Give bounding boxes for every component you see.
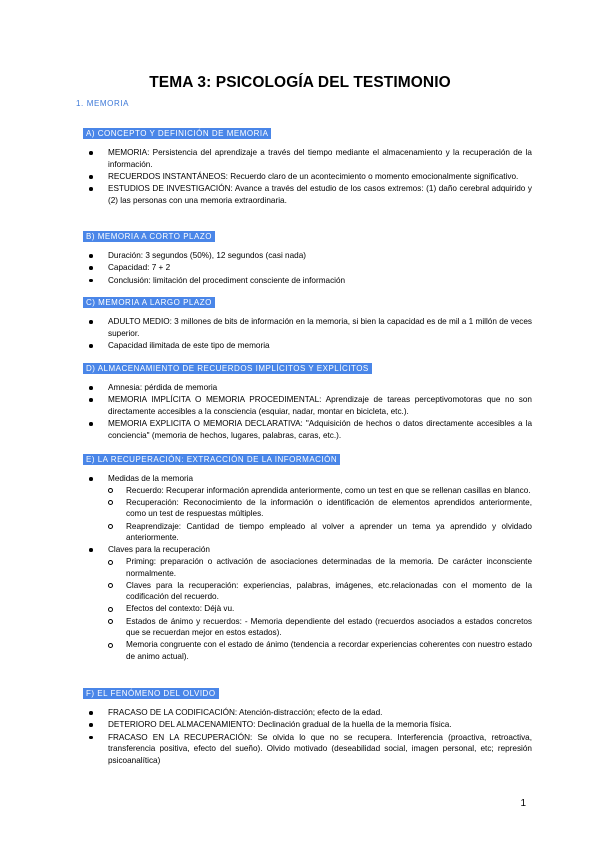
list-item: RECUERDOS INSTANTÁNEOS: Recuerdo claro de un acontecimiento o momento emocionalmente significativo. [86, 171, 532, 183]
sublist-item: Estados de ánimo y recuerdos: - Memoria dependiente del estado (recuerdos asociados a estados concretos que se recuerdan mejor en estos estados). [86, 616, 532, 639]
section-b-heading: B) MEMORIA A CORTO PLAZO [83, 231, 215, 242]
list-item: MEMORIA IMPLÍCITA O MEMORIA PROCEDIMENTAL: Aprendizaje de tareas perceptivomotoras que no son directamente accesibles a la consciencia (esquiar, nadar, montar en bicicleta, etc.). [86, 394, 532, 418]
list-item: ESTUDIOS DE INVESTIGACIÓN: Avance a través del estudio de los casos extremos: (1) daño cerebral adquirido y (2) las personas con una memoria extraordinaria. [86, 183, 532, 207]
group-label: Medidas de la memoria [108, 474, 194, 483]
section-b-list [86, 250, 532, 286]
section-a [86, 123, 532, 207]
list-item: Amnesia: pérdida de memoria [86, 382, 532, 394]
list-item: FRACASO DE LA CODIFICACIÓN: Atención-distracción; efecto de la edad. [86, 707, 532, 719]
list-item: Capacidad: 7 + 2 [86, 262, 532, 274]
section-c-heading: C) MEMORIA A LARGO PLAZO [83, 297, 215, 308]
section-d-list [86, 382, 532, 442]
list-item: FRACASO EN LA RECUPERACIÓN: Se olvida lo que no se recupera. Interferencia (proactiva, retroactiva, transferencia positiva, efecto del sueño). Olvido motivado (deseabilidad social, imagen personal, etc; represión psicoanalítica) [86, 732, 532, 767]
list-item [86, 544, 532, 662]
section-e-list [86, 473, 532, 662]
sublist [86, 556, 532, 662]
list-item: MEMORIA EXPLICITA O MEMORIA DECLARATIVA: "Adquisición de hechos o datos directamente accesibles a la conciencia" (memoria de hechos, lugares, palabras, caras, etc.). [86, 418, 532, 442]
section-f-heading: F) EL FENÓMENO DEL OLVIDO [83, 688, 219, 699]
list-item: MEMORIA: Persistencia del aprendizaje a través del tiempo mediante el almacenamiento y la recuperación de la información. [86, 147, 532, 171]
sublist-item: Recuperación: Reconocimiento de la información o identificación de elementos aprendidos anteriormente, como un test de respuestas múltiples. [86, 497, 532, 520]
section-a-heading: A) CONCEPTO Y DEFINICIÓN DE MEMORIA [83, 128, 271, 139]
section-a-list [86, 147, 532, 207]
list-item: DETERIORO DEL ALMACENAMIENTO: Declinación gradual de la huella de la memoria física. [86, 719, 532, 731]
section-b [86, 226, 532, 287]
section-c-list [86, 316, 532, 352]
section-e-heading: E) LA RECUPERACIÓN: EXTRACCIÓN DE LA INFORMACIÓN [83, 454, 340, 465]
page-title: TEMA 3: PSICOLOGÍA DEL TESTIMONIO [149, 74, 451, 91]
sublist-item: Priming: preparación o activación de asociaciones determinadas de la memoria. De carácter inconsciente normalmente. [86, 556, 532, 579]
section-f-list [86, 707, 532, 767]
list-item: ADULTO MEDIO: 3 millones de bits de información en la memoria, si bien la capacidad es de mil a 1 millón de veces superior. [86, 316, 532, 340]
section-d-heading: D) ALMACENAMIENTO DE RECUERDOS IMPLÍCITOS Y EXPLÍCITOS [83, 363, 372, 374]
sublist-item: Claves para la recuperación: experiencias, palabras, imágenes, etc.relacionadas con el momento de la codificación del recuerdo. [86, 580, 532, 603]
section-f [86, 683, 532, 767]
sublist-item: Reaprendizaje: Cantidad de tiempo empleado al volver a aprender un tema ya aprendido y olvidado anteriormente. [86, 521, 532, 544]
sublist-item: Recuerdo: Recuperar información aprendida anteriormente, como un test en que se rellenan casillas en blanco. [86, 485, 532, 497]
list-item: Capacidad ilimitada de este tipo de memoria [86, 340, 532, 352]
sublist-item: Efectos del contexto: Déjà vu. [86, 603, 532, 615]
section-e [86, 449, 532, 663]
group-label: Claves para la recuperación [108, 545, 210, 555]
section-d [86, 358, 532, 442]
list-item [86, 473, 532, 544]
list-item: Duración: 3 segundos (50%), 12 segundos (casi nada) [86, 250, 532, 262]
section-c [86, 292, 532, 352]
sublist-item: Memoria congruente con el estado de ánimo (tendencia a recordar experiencias coherentes con nuestro estado de animo actual). [86, 639, 532, 662]
list-item: Conclusión: limitación del procediment consciente de información [86, 275, 532, 287]
heading-memoria: 1. MEMORIA [76, 99, 130, 108]
sublist [86, 485, 532, 544]
page-number: 1 [520, 798, 526, 809]
